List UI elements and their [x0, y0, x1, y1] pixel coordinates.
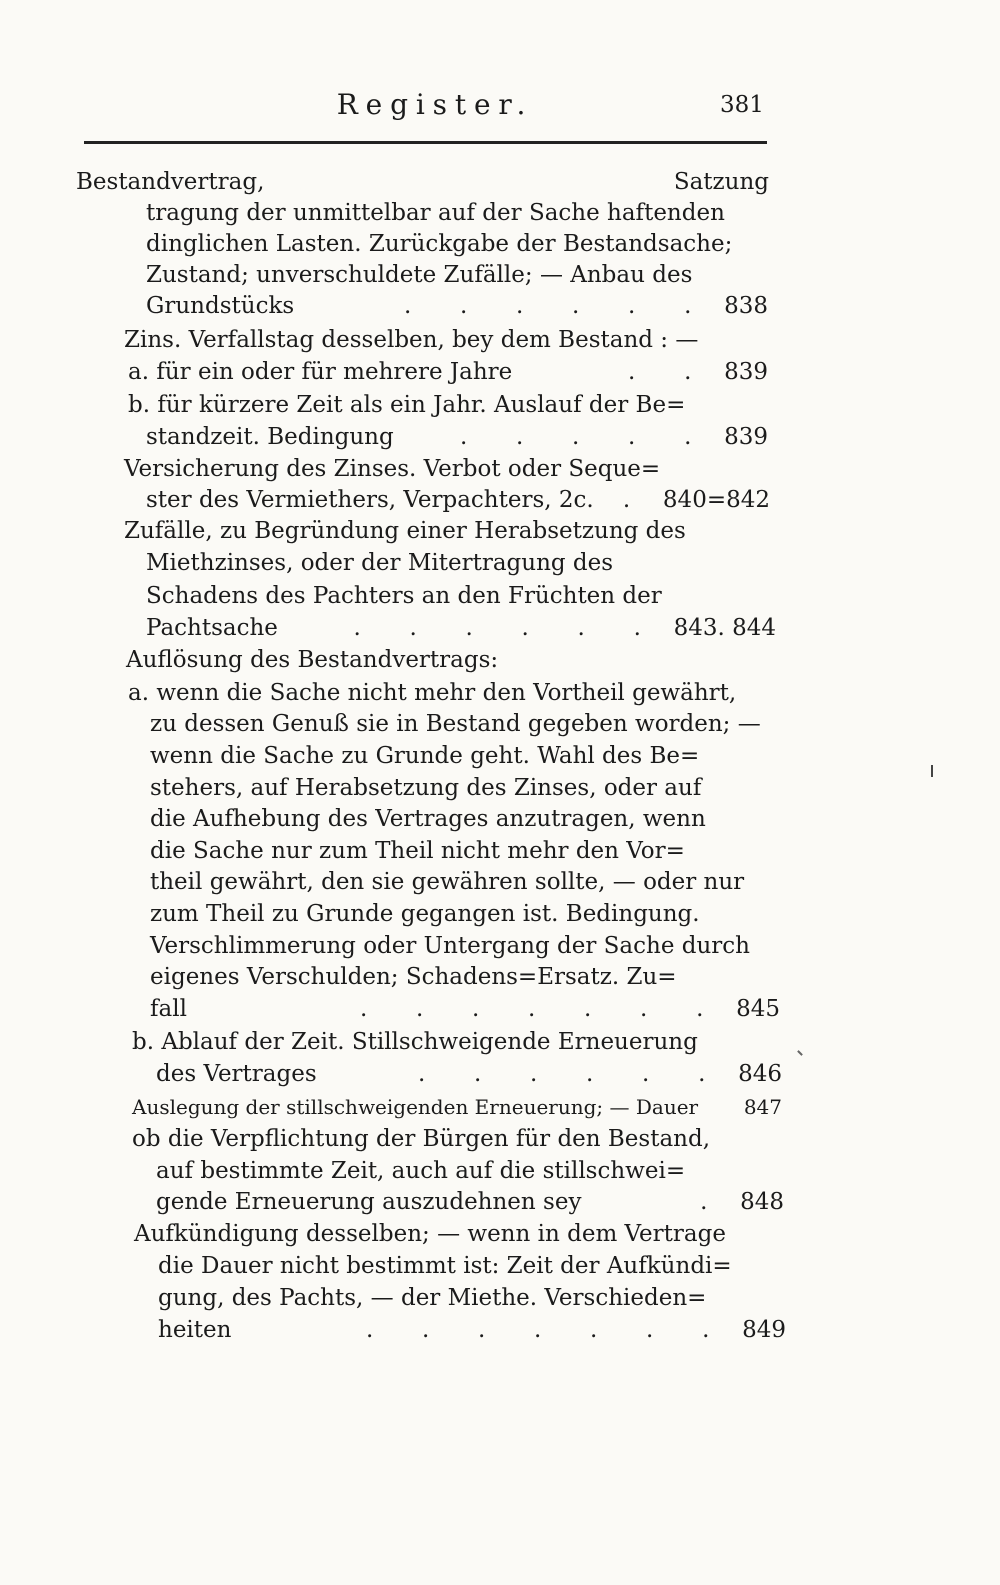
line-text: gende Erneuerung auszudehnen sey [156, 1189, 582, 1215]
index-line [132, 1091, 782, 1124]
index-line: tragung der unmittelbar auf der Sache haftenden [146, 200, 725, 226]
page-ref: 848 [740, 1189, 784, 1215]
leader-dots: . [622, 487, 651, 513]
print-speck [931, 765, 933, 777]
line-text: Grundstücks [146, 293, 295, 319]
line-text: fall [150, 996, 187, 1022]
line-text: standzeit. Bedingung [146, 424, 394, 450]
index-line: Aufkündigung desselben; — wenn in dem Vertrage [134, 1221, 726, 1247]
index-line: Schadens des Pachters an den Früchten der [146, 583, 662, 609]
print-speck [797, 1050, 803, 1056]
index-line [146, 290, 768, 323]
leader-dots: . . [628, 359, 713, 385]
page-ref: 849 [742, 1317, 786, 1343]
index-line: Verschlimmerung oder Untergang der Sache durch [150, 933, 750, 959]
index-line: a. wenn die Sache nicht mehr den Vortheil gewährt, [128, 680, 737, 706]
index-line [146, 484, 770, 517]
index-line: auf bestimmte Zeit, auch auf die stillschwei= [156, 1158, 686, 1184]
index-line: ob die Verpflichtung der Bürgen für den Bestand, [132, 1126, 711, 1152]
index-line: die Aufhebung des Vertrages anzutragen, wenn [150, 806, 706, 832]
index-line: b. für kürzere Zeit als ein Jahr. Auslauf der Be= [128, 392, 686, 418]
index-line: Miethzinses, oder der Mitertragung des [146, 550, 614, 576]
index-line: gung, des Pachts, — der Miethe. Verschieden= [158, 1285, 707, 1311]
index-line: eigenes Verschulden; Schadens=Ersatz. Zu= [150, 964, 677, 990]
line-text: heiten [158, 1317, 232, 1343]
leader-dots: . . . . . . [403, 293, 713, 319]
page-ref: 846 [738, 1061, 782, 1087]
line-continuation: Satzung [673, 169, 769, 195]
page-ref: 839 [724, 424, 768, 450]
index-line [150, 993, 780, 1026]
leader-dots: . . . . . . [353, 615, 662, 641]
index-line [158, 1314, 786, 1347]
leader-dots: . . . . . . [417, 1061, 727, 1087]
page-number: 381 [720, 92, 764, 118]
page-ref: 847 [743, 1095, 782, 1119]
index-line: die Dauer nicht bestimmt ist: Zeit der Aufkündi= [158, 1253, 732, 1279]
index-line: Zufälle, zu Begründung einer Herabsetzung des [124, 518, 686, 544]
line-text: ster des Vermiethers, Verpachters, 2c. [146, 487, 594, 513]
index-line: Auflösung des Bestandvertrags: [126, 647, 499, 673]
index-line [156, 1186, 784, 1219]
index-line: Zustand; unverschuldete Zufälle; — Anbau des [146, 262, 693, 288]
page-ref: 845 [736, 996, 780, 1022]
leader-dots: . . . . . . . [365, 1317, 731, 1343]
line-text: des Vertrages [156, 1061, 317, 1087]
page-ref: 840=842 [662, 487, 770, 513]
index-line: zum Theil zu Grunde gegangen ist. Bedingung. [150, 901, 700, 927]
page-ref: 843. 844 [673, 615, 776, 641]
leader-dots: . [700, 1189, 729, 1215]
page-ref: 838 [724, 293, 768, 319]
index-line [146, 612, 776, 645]
index-line: theil gewährt, den sie gewähren sollte, — oder nur [150, 869, 745, 895]
page-title: Register. [336, 88, 534, 121]
index-line: die Sache nur zum Theil nicht mehr den Vor= [150, 838, 685, 864]
index-line: stehers, auf Herabsetzung des Zinses, oder auf [150, 775, 702, 801]
index-line: zu dessen Genuß sie in Bestand gegeben worden; — [150, 711, 761, 737]
line-text: Bestandvertrag, [76, 169, 265, 195]
index-line: wenn die Sache zu Grunde geht. Wahl des Be= [150, 743, 700, 769]
index-line [156, 1058, 782, 1091]
index-line [128, 356, 768, 389]
index-line: b. Ablauf der Zeit. Stillschweigende Erneuerung [132, 1029, 698, 1055]
line-text: a. für ein oder für mehrere Jahre [128, 359, 513, 385]
index-line: dinglichen Lasten. Zurückgabe der Bestandsache; [146, 231, 733, 257]
leader-dots: . . . . . . . [359, 996, 725, 1022]
index-line [146, 421, 768, 454]
line-text: Pachtsache [146, 615, 278, 641]
line-text: Auslegung der stillschweigenden Erneuerung; — Dauer [132, 1095, 699, 1119]
page-ref: 839 [724, 359, 768, 385]
index-line: Zins. Verfallstag desselben, bey dem Bestand : — [124, 327, 699, 353]
index-line [76, 166, 769, 199]
leader-dots: . . . . . [459, 424, 713, 450]
index-line: Versicherung des Zinses. Verbot oder Seque= [124, 456, 661, 482]
header-rule [84, 141, 767, 144]
